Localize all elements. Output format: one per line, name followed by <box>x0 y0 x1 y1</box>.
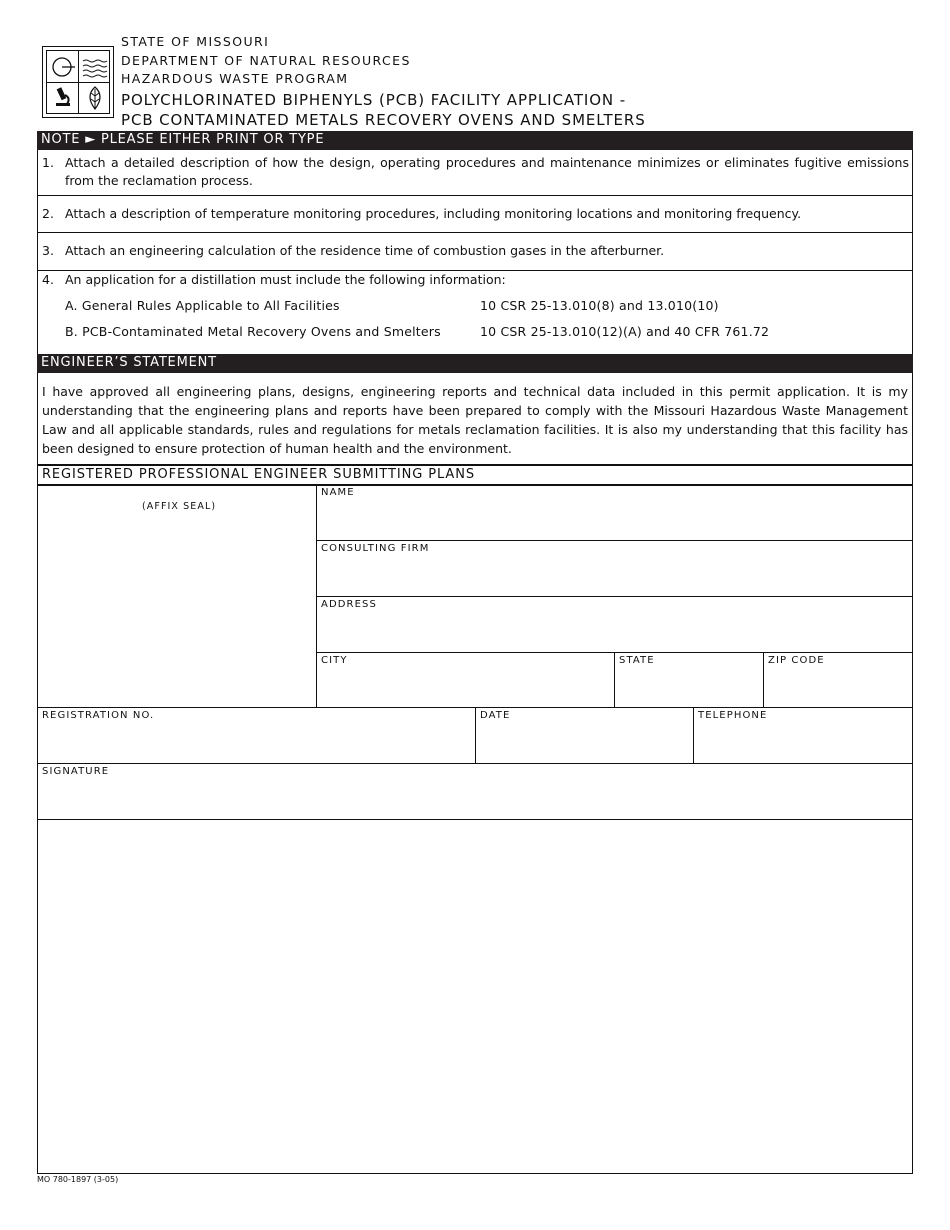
engineer-statement-bar: ENGINEER’S STATEMENT <box>37 354 913 373</box>
item-text-3: Attach an engineering calculation of the residence time of combustion gases in the afterburner. <box>65 243 665 258</box>
date-label: DATE <box>480 710 511 721</box>
zip-code-field[interactable] <box>764 653 913 708</box>
subitem-b-ref: 10 CSR 25-13.010(12)(A) and 40 CFR 761.72 <box>480 324 770 339</box>
item-text-1: Attach a detailed description of how the design, operating procedures and maintenance minimizes or eliminates fugitive emissions from the reclamation process. <box>65 155 909 188</box>
registration-no-label: REGISTRATION NO. <box>42 710 155 721</box>
city-field[interactable] <box>317 653 614 708</box>
name-field[interactable] <box>317 485 913 540</box>
item-text-2: Attach a description of temperature monitoring procedures, including monitoring locations and monitoring frequency. <box>65 206 802 221</box>
telephone-label: TELEPHONE <box>698 710 768 721</box>
consulting-firm-field[interactable] <box>317 541 913 596</box>
subitem-a-label: A. General Rules Applicable to All Facilities <box>65 298 340 313</box>
dnr-logo <box>42 46 114 118</box>
item-number-1: 1. <box>42 155 54 170</box>
signature-label: SIGNATURE <box>42 766 110 777</box>
name-label: NAME <box>321 487 355 498</box>
item-number-4: 4. <box>42 272 54 287</box>
telephone-field[interactable] <box>694 708 913 763</box>
state-field[interactable] <box>615 653 763 708</box>
city-label: CITY <box>321 655 348 666</box>
section-title: REGISTERED PROFESSIONAL ENGINEER SUBMITTING PLANS <box>42 467 475 482</box>
item-text-4: An application for a distillation must include the following information: <box>65 272 506 287</box>
blank-comments-area <box>38 820 912 1173</box>
zip-code-label: ZIP CODE <box>768 655 825 666</box>
item-number-3: 3. <box>42 243 54 258</box>
header-program: HAZARDOUS WASTE PROGRAM <box>121 71 349 86</box>
form-title-line1: POLYCHLORINATED BIPHENYLS (PCB) FACILITY APPLICATION - <box>121 91 627 109</box>
subitem-a-ref: 10 CSR 25-13.010(8) and 13.010(10) <box>480 298 719 313</box>
engineer-statement-text: I have approved all engineering plans, designs, engineering reports and technical data included in this permit application. It is my understanding that the engineering plans and reports have been prepared to comply with the Missouri Hazardous Waste Management Law and all applicable standards, rules and regulations for metals reclamation facilities. It is also my understanding that this facility has been designed to ensure protection of human health and the environment. <box>42 384 908 456</box>
address-field[interactable] <box>317 597 913 652</box>
affix-seal-label: (AFFIX SEAL) <box>142 501 217 512</box>
note-bar: NOTE ► PLEASE EITHER PRINT OR TYPE <box>37 131 913 150</box>
date-field[interactable] <box>476 708 693 763</box>
state-label: STATE <box>619 655 655 666</box>
header-department: DEPARTMENT OF NATURAL RESOURCES <box>121 53 411 68</box>
signature-field[interactable] <box>38 764 912 819</box>
form-number: MO 780-1897 (3-05) <box>37 1175 119 1184</box>
item-number-2: 2. <box>42 206 54 221</box>
registration-no-field[interactable] <box>38 708 475 763</box>
header-state: STATE OF MISSOURI <box>121 34 270 49</box>
address-label: ADDRESS <box>321 599 377 610</box>
form-title-line2: PCB CONTAMINATED METALS RECOVERY OVENS AND SMELTERS <box>121 111 646 129</box>
subitem-b-label: B. PCB-Contaminated Metal Recovery Ovens and Smelters <box>65 324 441 339</box>
consulting-firm-label: CONSULTING FIRM <box>321 543 430 554</box>
